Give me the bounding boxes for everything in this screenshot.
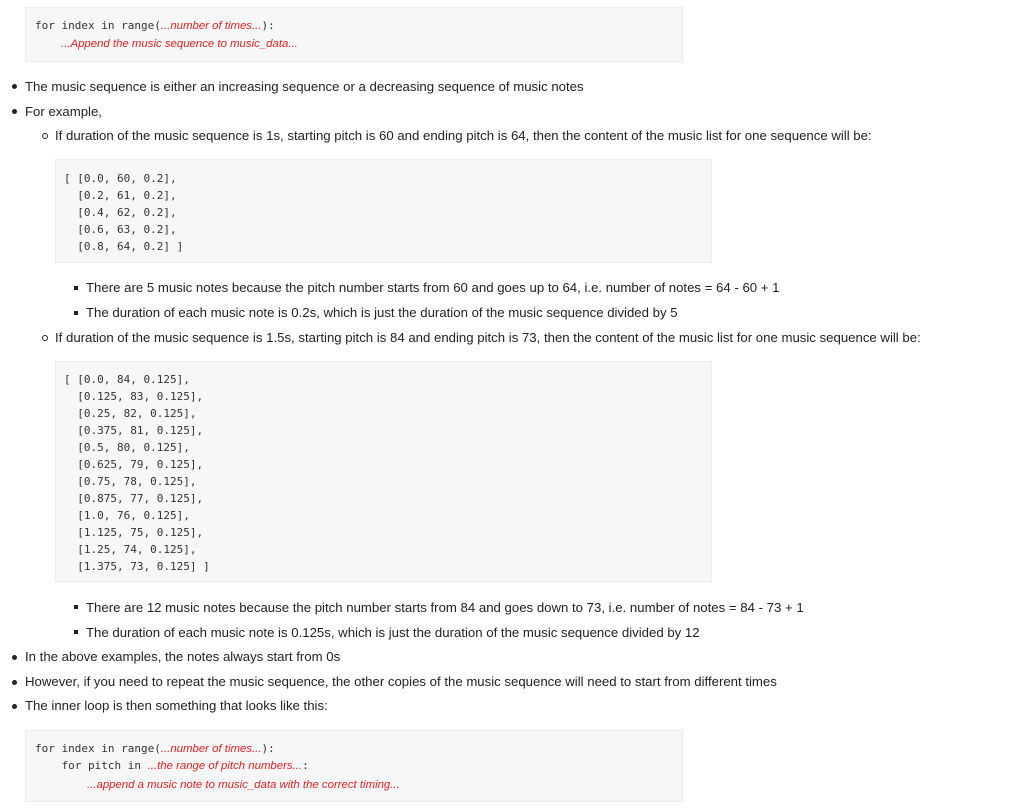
bullet-disc: [12, 655, 17, 660]
bullet-disc: [12, 704, 17, 709]
bullet-square: [74, 630, 78, 634]
code-placeholder: ...the range of pitch numbers...: [147, 760, 303, 772]
bullet-disc: [12, 109, 17, 114]
list-line: [ [0.0, 84, 0.125],: [64, 373, 190, 386]
bullet-text: The music sequence is either an increasing sequence or a decreasing sequence of music notes: [25, 79, 584, 94]
list-line: [0.125, 83, 0.125],: [64, 390, 204, 403]
list-line: [0.875, 77, 0.125],: [64, 492, 204, 505]
list-line: [0.2, 61, 0.2],: [64, 189, 177, 202]
bullet-circle: [42, 133, 48, 139]
code-keyword: for index in range(: [35, 742, 161, 755]
code-line-1: [35, 740, 275, 757]
list-line: [1.25, 74, 0.125],: [64, 543, 197, 556]
code-keyword: for pitch in: [35, 759, 148, 772]
code-block-inner-loop: [25, 730, 683, 802]
bullet-disc: [12, 680, 17, 685]
list-line: [0.5, 80, 0.125],: [64, 441, 190, 454]
bullet-disc: [12, 84, 17, 89]
bullet-text: In the above examples, the notes always start from 0s: [25, 649, 341, 664]
list-line: [0.8, 64, 0.2] ]: [64, 240, 184, 253]
bullet-square: [74, 286, 78, 290]
list-example-2: [64, 371, 210, 575]
sub-bullet-text: If duration of the music sequence is 1.5s, starting pitch is 84 and ending pitch is 73, then the content of the music list for one music sequence will be:: [55, 330, 921, 345]
list-line: [0.75, 78, 0.125],: [64, 475, 197, 488]
list-example-1: [64, 170, 183, 255]
note-text: There are 5 music notes because the pitch number starts from 60 and goes up to 64, i.e. number of notes = 64 - 60 + 1: [86, 280, 780, 295]
code-block-outer-loop: [25, 7, 683, 62]
note-text: The duration of each music note is 0.2s, which is just the duration of the music sequence divided by 5: [86, 305, 678, 320]
list-line: [0.4, 62, 0.2],: [64, 206, 177, 219]
sub-bullet-text: If duration of the music sequence is 1s, starting pitch is 60 and ending pitch is 64, then the content of the music list for one sequence will be:: [55, 128, 872, 143]
code-block-list-example-2: [55, 361, 712, 582]
code-block-list-example-1: [55, 159, 712, 263]
code-placeholder: ...number of times...: [160, 743, 262, 755]
list-line: [1.375, 73, 0.125] ]: [64, 560, 210, 573]
list-line: [ [0.0, 60, 0.2],: [64, 172, 177, 185]
code-keyword: ):: [261, 742, 275, 755]
code-placeholder: ...append a music note to music_data with the correct timing...: [87, 779, 400, 791]
bullet-square: [74, 605, 78, 609]
code-keyword: for index in range(: [35, 19, 161, 32]
code-line-1: [35, 17, 275, 34]
code-placeholder: ...Append the music sequence to music_data...: [61, 38, 298, 50]
list-line: [1.125, 75, 0.125],: [64, 526, 204, 539]
code-placeholder: ...number of times...: [160, 20, 262, 32]
list-line: [0.375, 81, 0.125],: [64, 424, 204, 437]
code-line-2: [35, 757, 309, 774]
list-line: [0.25, 82, 0.125],: [64, 407, 197, 420]
bullet-text: The inner loop is then something that looks like this:: [25, 698, 328, 713]
code-line-3: [87, 776, 400, 791]
bullet-text: For example,: [25, 104, 102, 119]
code-line-2: [61, 35, 298, 50]
note-text: The duration of each music note is 0.125s, which is just the duration of the music sequence divided by 12: [86, 625, 700, 640]
bullet-text: However, if you need to repeat the music sequence, the other copies of the music sequence will need to start from different times: [25, 674, 777, 689]
bullet-square: [74, 311, 78, 315]
note-text: There are 12 music notes because the pitch number starts from 84 and goes down to 73, i.e. number of notes = 84 - 73 + 1: [86, 600, 804, 615]
list-line: [1.0, 76, 0.125],: [64, 509, 190, 522]
code-keyword: ):: [261, 19, 275, 32]
code-keyword: :: [302, 759, 309, 772]
list-line: [0.625, 79, 0.125],: [64, 458, 204, 471]
bullet-circle: [42, 335, 48, 341]
list-line: [0.6, 63, 0.2],: [64, 223, 177, 236]
